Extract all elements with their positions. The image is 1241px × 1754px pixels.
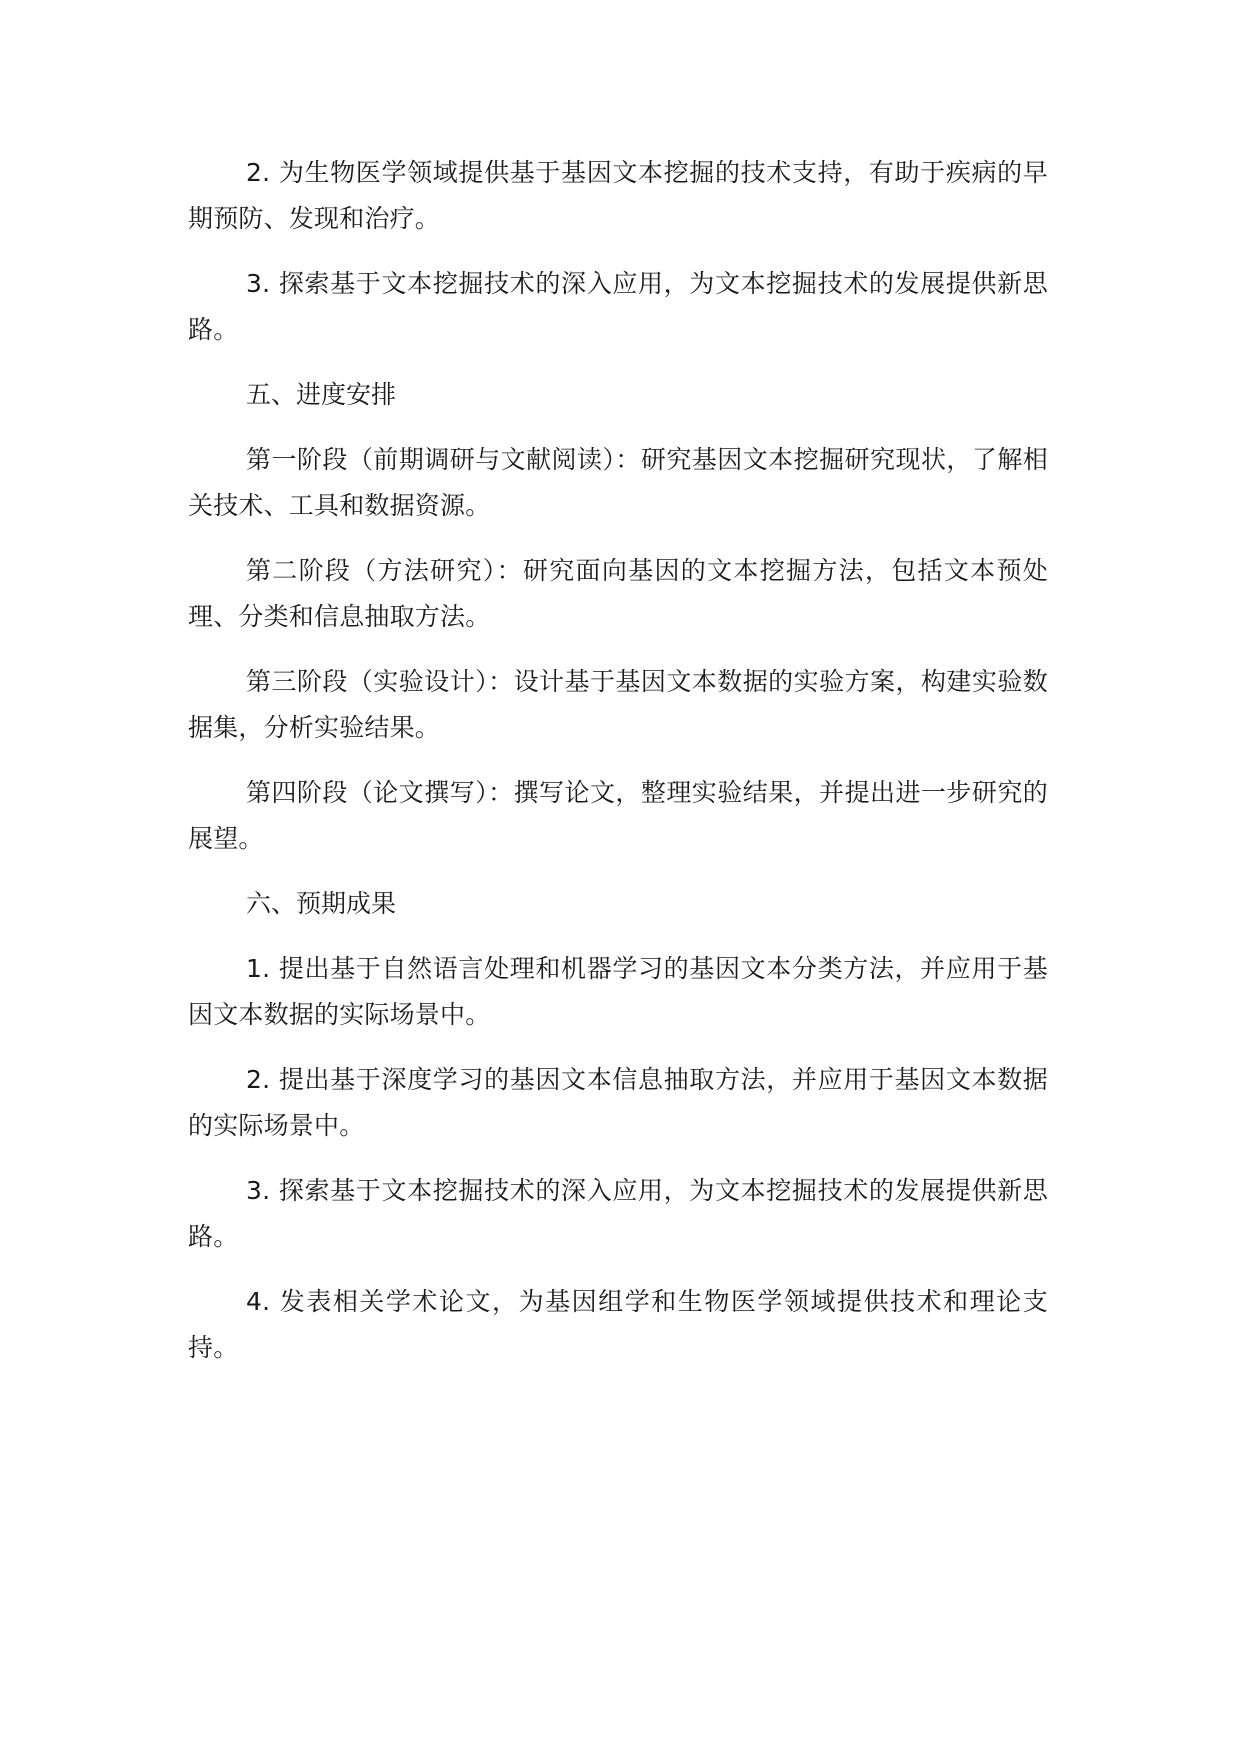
paragraph-result-3: 3. 探索基于文本挖掘技术的深入应用，为文本挖掘技术的发展提供新思路。 [188,1176,1048,1251]
section-heading-schedule: 五、进度安排 [246,380,397,409]
paragraph-result-2: 2. 提出基于深度学习的基因文本信息抽取方法，并应用于基因文本数据的实际场景中。 [188,1065,1048,1140]
paragraph-result-1: 1. 提出基于自然语言处理和机器学习的基因文本分类方法，并应用于基因文本数据的实际场景中。 [188,954,1048,1029]
paragraph-phase-3: 第三阶段（实验设计）：设计基于基因文本数据的实验方案，构建实验数据集，分析实验结果。 [188,667,1048,742]
paragraph-goal-2: 2. 为生物医学领域提供基于基因文本挖掘的技术支持，有助于疾病的早期预防、发现和治疗。 [188,158,1048,233]
paragraph-phase-4: 第四阶段（论文撰写）：撰写论文，整理实验结果，并提出进一步研究的展望。 [188,778,1048,853]
section-heading-expected-results: 六、预期成果 [246,889,397,918]
document-page [188,150,1048,1390]
paragraph-phase-1: 第一阶段（前期调研与文献阅读）：研究基因文本挖掘研究现状，了解相关技术、工具和数据资源。 [188,445,1048,520]
paragraph-result-4: 4. 发表相关学术论文，为基因组学和生物医学领域提供技术和理论支持。 [188,1287,1048,1362]
paragraph-goal-3: 3. 探索基于文本挖掘技术的深入应用，为文本挖掘技术的发展提供新思路。 [188,269,1048,344]
paragraph-phase-2: 第二阶段（方法研究）：研究面向基因的文本挖掘方法，包括文本预处理、分类和信息抽取方法。 [188,556,1048,631]
